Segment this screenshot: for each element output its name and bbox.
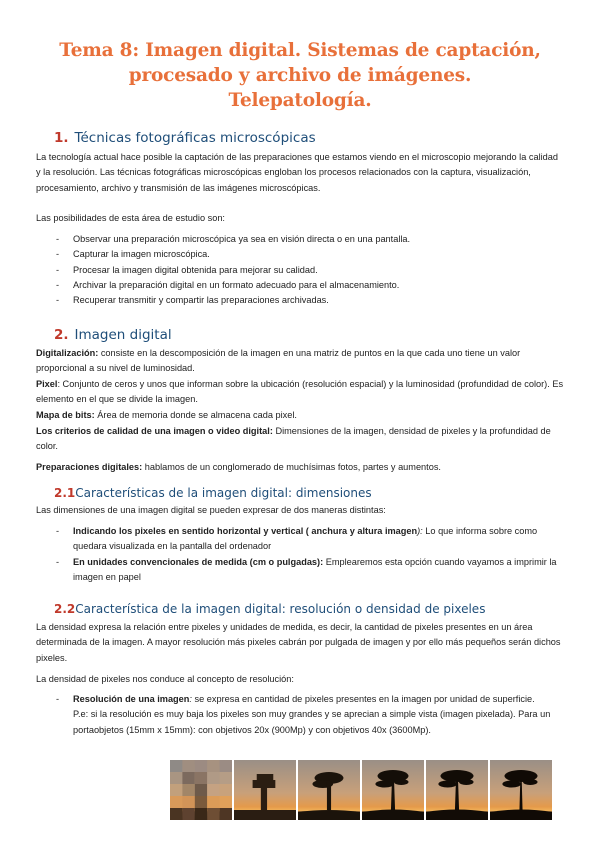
title-line-2: procesado y archivo de imágenes. <box>128 65 472 86</box>
item-term: En unidades convencionales de medida (cm o pulgadas): <box>73 556 324 567</box>
list-item: - Recuperar transmitir y compartir las preparaciones archivadas. <box>56 293 564 308</box>
definition-term: Los criterios de calidad de una imagen o video digital: <box>36 426 273 436</box>
section-2-title: Imagen digital <box>74 327 172 343</box>
section-2-1-number: 2.1 <box>54 486 76 500</box>
item-text: Emplearemos esta opción cuando vayamos a imprimir la imagen en papel <box>73 556 557 582</box>
document-title <box>20 38 580 113</box>
resolution-thumbnail-higher <box>426 760 488 820</box>
item-text: se expresa en cantidad de pixeles presentes en la imagen por unidad de superficie. <box>191 694 535 704</box>
definition-digitalizacion <box>36 346 564 377</box>
item-example: P.e: si la resolución es muy baja los pixeles son muy grandes y se aprecian a simple vista (imagen pixelada). Para un portaobjetos (15mm x 15mm): con objetivos 20x (900Mp) y con objetivos 40x (3600Mp). <box>73 709 551 735</box>
item-term: Indicando los pixeles en sentido horizontal y vertical ( anchura y altura imagen <box>73 526 418 536</box>
section-1-title: Técnicas fotográficas microscópicas <box>74 130 316 146</box>
resolution-thumbnail-highest <box>490 760 552 820</box>
section-1-paragraph: La tecnología actual hace posible la captación de las preparaciones que estamos viendo en el microscopio mejorando la calidad y la resolución. Las técnicas fotográficas microscópicas engloban los procesos relacionados con la captura, visualización, procesamiento, archivo y transmisión de las imágenes microscópicas. <box>36 152 558 193</box>
section-1-intro: Las posibilidades de esta área de estudio son: <box>36 213 225 223</box>
definition-term: Mapa de bits: <box>36 410 95 420</box>
list-item: - Capturar la imagen microscópica. <box>56 247 564 262</box>
list-item: - Observar una preparación microscópica ya sea en visión directa o en una pantalla. <box>56 232 564 247</box>
section-2-2-title: Característica de la imagen digital: resolución o densidad de pixeles <box>75 602 486 616</box>
definition-text: consiste en la descomposición de la imagen en una matriz de puntos en la que cada uno tiene un valor proporcional a su nivel de luminosidad. <box>36 348 521 374</box>
list-item: - Procesar la imagen digital obtenida para mejorar su calidad. <box>56 263 564 278</box>
definition-criterios <box>36 424 564 455</box>
item-term: Resolución de una imagen <box>73 694 190 704</box>
section-1-heading <box>54 130 316 146</box>
definition-text: Dimensiones de la imagen, densidad de pixeles y la profundidad de color. <box>36 426 551 452</box>
definition-text: : Conjunto de ceros y unos que informan sobre la ubicación (resolución espacial) y la luminosidad (profundidad de color). Es elemento en el que se divide la imagen. <box>36 379 564 405</box>
section-1-number: 1. <box>54 130 69 146</box>
item-text: Lo que informa sobre como quedara visualizada en la pantalla del ordenador <box>73 526 538 552</box>
section-2-1-list <box>56 524 564 585</box>
section-2-2-intro: La densidad de pixeles nos conduce al concepto de resolución: <box>36 674 294 684</box>
resolution-thumbnail-high <box>362 760 424 820</box>
resolution-thumbnail-low <box>234 760 296 820</box>
definition-term: Preparaciones digitales: <box>36 462 143 472</box>
section-2-2-list <box>56 692 564 738</box>
definition-term: Digitalización: <box>36 348 99 358</box>
resolution-thumbnail-very-low <box>170 760 232 820</box>
list-item <box>56 555 564 586</box>
title-line-1: Tema 8: Imagen digital. Sistemas de captación, <box>59 40 541 61</box>
section-2-1-title: Características de la imagen digital: dimensiones <box>75 486 372 500</box>
section-2-1-intro: Las dimensiones de una imagen digital se pueden expresar de dos maneras distintas: <box>36 505 386 515</box>
definition-preparaciones <box>36 460 564 475</box>
definition-pixel <box>36 377 564 408</box>
section-2-2-paragraph: La densidad expresa la relación entre pixeles y unidades de medida, es decir, la cantidad de pixeles presentes en un área determinada de la imagen. A mayor resolución más pixeles cabrán por pulgada de imagen y por ello más pequeños serán dichos pixeles. <box>36 622 561 663</box>
definition-text: hablamos de un conglomerado de muchísimas fotos, partes y aumentos. <box>142 462 441 472</box>
definition-text: Área de memoria donde se almacena cada pixel. <box>94 410 297 420</box>
section-2-1-heading <box>54 486 372 500</box>
resolution-thumbnail-medium <box>298 760 360 820</box>
list-item <box>56 524 564 555</box>
section-2-2-number: 2.2 <box>54 602 76 616</box>
section-2-number: 2. <box>54 327 69 343</box>
list-item <box>56 692 564 738</box>
resolution-comparison-images <box>170 760 552 820</box>
section-1-list <box>56 232 564 308</box>
item-term-italic: : <box>189 694 192 704</box>
title-line-3: Telepatología. <box>228 90 372 111</box>
item-term-italic: ): <box>417 526 423 536</box>
section-2-2-heading <box>54 602 485 616</box>
section-2-heading <box>54 327 172 343</box>
definition-mapa-bits <box>36 408 564 423</box>
list-item: - Archivar la preparación digital en un formato adecuado para el almacenamiento. <box>56 278 564 293</box>
definition-term: Pixel <box>36 379 58 389</box>
